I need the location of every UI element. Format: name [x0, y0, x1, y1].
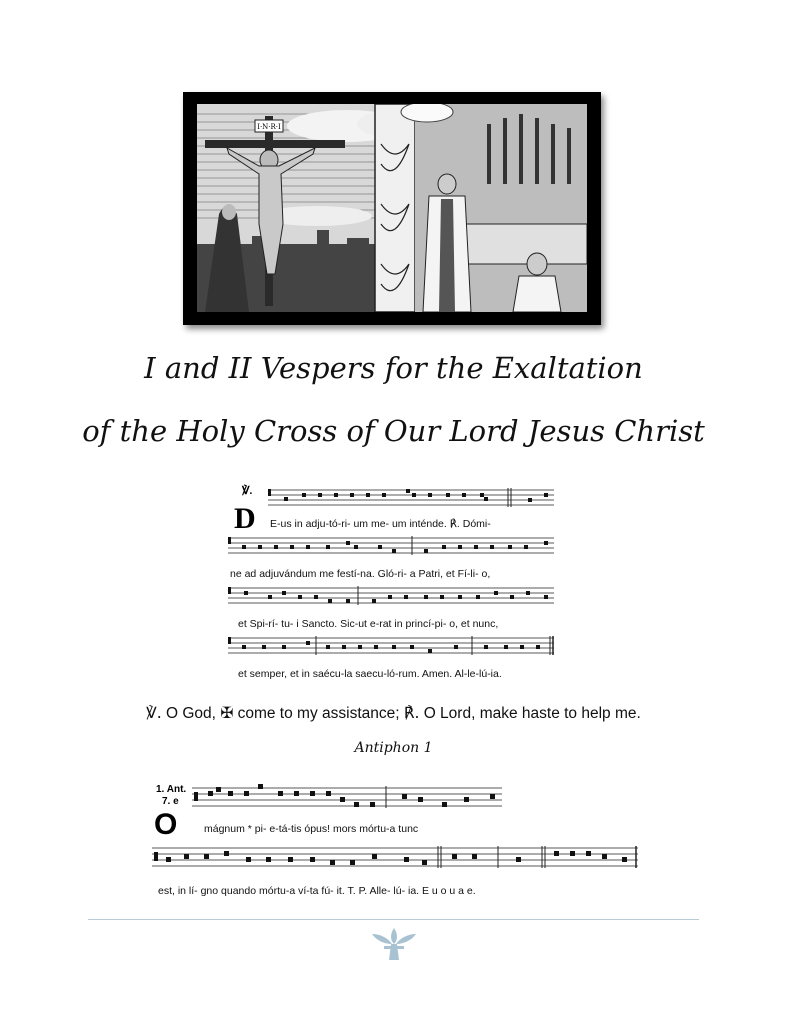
versicle-symbol: ℣.	[146, 704, 162, 722]
chant1-lyric-line-3: et Spi-rí- tu- i Sancto. Sic-ut e-rat in princí-pi- o, et nunc,	[238, 618, 499, 630]
antiphon-mode-line-2: 7. e	[162, 796, 179, 807]
cross-icon: ✠	[220, 705, 234, 722]
inri-inscription: I·N·R·I	[257, 123, 281, 131]
chant1-lyric-line-2: ne ad adjuvándum me festí-na. Gló-ri- a Patri, et Fí-li- o,	[230, 568, 491, 580]
antiphon-lyric-line-2: est, in lí- gno quando mórtu-a ví-ta fú- it. T. P. Alle- lú- ia. E u o u a e.	[158, 885, 476, 897]
versicle-text-b: come to my assistance;	[233, 705, 404, 722]
antiphon-lyric-line-1: mágnum * pi- e-tá-tis ópus! mors mórtu-a tunc	[204, 823, 419, 835]
antiphon-1-chant	[150, 780, 640, 910]
header-engraving-frame	[183, 92, 601, 325]
versicle-text-a: O God,	[161, 705, 221, 722]
antiphon-1-label: Antiphon 1	[354, 740, 433, 756]
antiphon-initial-o: O	[154, 808, 178, 841]
staff-4	[228, 636, 554, 655]
crucifixion-engraving-image	[197, 104, 587, 312]
response-symbol: ℟.	[403, 704, 420, 722]
page-title-line-2: of the Holy Cross of Our Lord Jesus Christ	[82, 414, 705, 448]
versicle-mark: ℣.	[242, 485, 253, 497]
chant-initial-d: D	[234, 502, 256, 535]
fleur-ornament-icon	[370, 926, 418, 967]
staff-2	[228, 536, 554, 555]
staff-3	[228, 586, 554, 605]
antiphon-staff-2	[152, 846, 638, 868]
antiphon-staff-1	[192, 784, 502, 808]
footer-divider	[88, 919, 699, 920]
chant1-lyric-line-4: et semper, et in saécu-la saecu-ló-rum. Amen. Al-le-lú-ia.	[238, 668, 502, 680]
page-title-line-1: I and II Vespers for the Exaltation	[144, 351, 643, 385]
response-text: O Lord, make haste to help me.	[419, 705, 641, 722]
antiphon-mode-line-1: 1. Ant.	[156, 784, 187, 795]
versicle-response-line	[0, 704, 787, 723]
deus-in-adjutorium-chant	[228, 478, 558, 688]
chant1-lyric-line-1: E-us in adju-tó-ri- um me- um inténde. ℟. Dómi-	[270, 518, 491, 530]
staff-1	[268, 488, 554, 507]
